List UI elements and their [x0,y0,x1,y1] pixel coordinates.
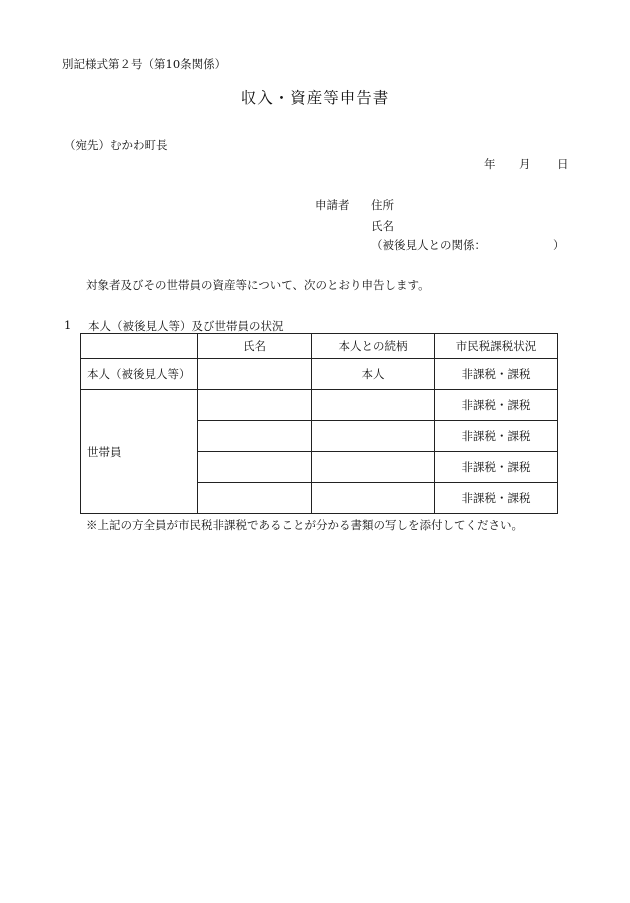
household-tax-status-cell[interactable]: 非課税・課税 [435,421,558,452]
household-relation-cell[interactable] [312,452,435,483]
form-number: 別記様式第２号（第10条関係） [62,57,227,71]
applicant-address-label: 住所 [371,198,394,212]
applicant-relation-close: ） [553,238,565,252]
household-tax-status-cell[interactable]: 非課税・課税 [435,390,558,421]
addressee: （宛先）むかわ町長 [64,138,168,152]
household-tax-status-cell[interactable]: 非課税・課税 [435,452,558,483]
household-status-table [80,333,558,514]
principal-tax-status-cell[interactable]: 非課税・課税 [435,359,558,390]
declaration-statement: 対象者及びその世帯員の資産等について、次のとおり申告します。 [86,278,430,292]
document-title: 収入・資産等申告書 [240,89,390,107]
household-relation-cell[interactable] [312,483,435,514]
header-tax-status: 市民税課税状況 [435,334,558,359]
applicant-name-label: 氏名 [371,219,394,233]
date-month-label: 月 [519,157,531,171]
header-name: 氏名 [198,334,312,359]
household-name-cell[interactable] [198,390,312,421]
principal-row [81,359,558,390]
household-name-cell[interactable] [198,483,312,514]
household-name-cell[interactable] [198,421,312,452]
date-day-label: 日 [557,157,569,171]
date-year-label: 年 [484,157,496,171]
household-tax-status-cell[interactable]: 非課税・課税 [435,483,558,514]
section-title: 本人（被後見人等）及び世帯員の状況 [88,319,284,333]
principal-label: 本人（被後見人等） [81,359,198,390]
principal-name-cell[interactable] [198,359,312,390]
household-relation-cell[interactable] [312,421,435,452]
applicant-relation-label: （被後見人との関係： [371,238,486,252]
household-label: 世帯員 [81,390,198,514]
applicant-label: 申請者 [315,198,350,212]
household-row [81,390,558,421]
principal-relation-cell: 本人 [312,359,435,390]
section-number: 1 [64,318,72,332]
header-empty [81,334,198,359]
table-header-row [81,334,558,359]
header-relation: 本人との続柄 [312,334,435,359]
household-relation-cell[interactable] [312,390,435,421]
attachment-note: ※上記の方全員が市民税非課税であることが分かる書類の写しを添付してください。 [86,518,523,532]
household-name-cell[interactable] [198,452,312,483]
